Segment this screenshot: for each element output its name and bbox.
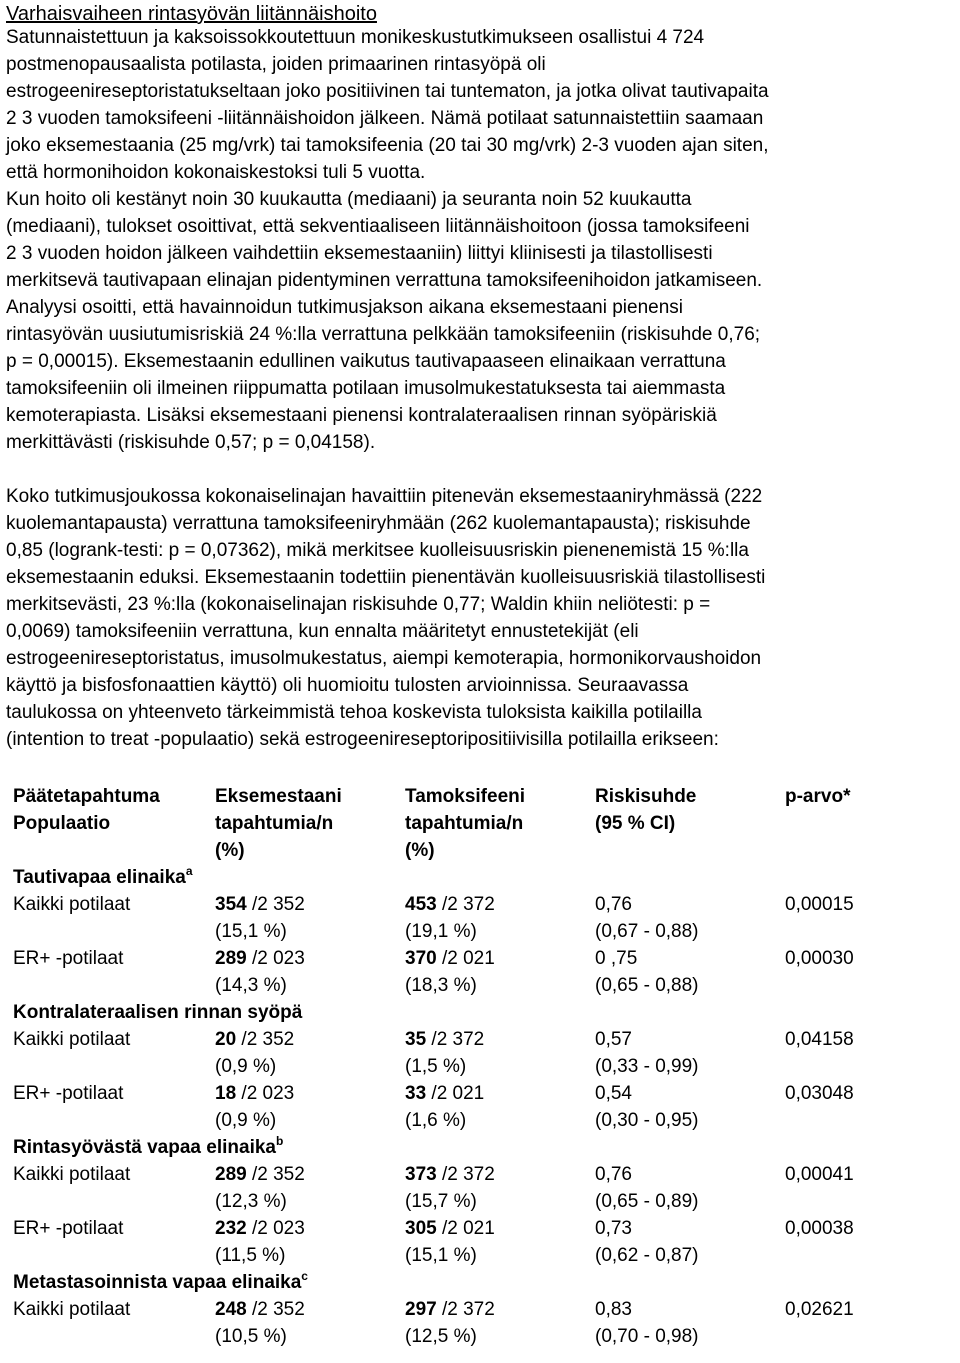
hazard-ratio: 0,73 — [595, 1218, 632, 1239]
p-value: 0,00038 — [785, 1218, 854, 1239]
population-label: ER+ -potilaat — [13, 1218, 124, 1239]
event-count: 289 — [215, 1164, 247, 1185]
event-percent: (19,1 %) — [405, 921, 477, 942]
event-count: 297 — [405, 1299, 437, 1320]
table-row — [10, 1161, 960, 1215]
text-line: Kun hoito oli kestänyt noin 30 kuukautta (mediaani) ja seuranta noin 52 kuukautta — [6, 189, 692, 210]
text-line: käyttö ja bisfosfonaattien käyttö) oli huomioitu tulosten arvioinnissa. Seuraavassa — [6, 675, 689, 696]
patient-total: /2 352 — [246, 1164, 305, 1185]
population-cell — [10, 1161, 212, 1215]
hazard-ratio: 0,76 — [595, 1164, 632, 1185]
confidence-interval: (0,65 - 0,88) — [595, 975, 699, 996]
confidence-interval: (0,70 - 0,98) — [595, 1326, 699, 1347]
text-line: Analyysi osoitti, että havainnoidun tutkimusjakson aikana eksemestaani pienensi — [6, 297, 684, 318]
table-header-row — [10, 777, 960, 864]
event-count-line — [215, 1296, 402, 1323]
text-line: rintasyövän uusiutumisriskiä 24 %:lla verrattuna pelkkään tamoksifeeniin (riskisuhde 0,76; — [6, 324, 761, 345]
section-title: Metastasoinnista vapaa elinaika — [13, 1272, 302, 1293]
event-percent: (11,5 %) — [215, 1245, 286, 1266]
text-line: (mediaani), tulokset osoittivat, että sekventiaaliseen liitännäishoitoon (jossa tamoksifeeni — [6, 216, 750, 237]
table-row — [10, 1296, 960, 1350]
confidence-interval: (0,33 - 0,99) — [595, 1056, 699, 1077]
footnote-marker: b — [275, 1134, 284, 1148]
text-line: 2 3 vuoden tamoksifeeni -liitännäishoidon jälkeen. Nämä potilaat satunnaistettiin saamaan — [6, 108, 764, 129]
tamoxifen-cell — [402, 1161, 592, 1215]
patient-total: /2 372 — [426, 1029, 485, 1050]
section-heading — [10, 999, 960, 1026]
text-line: kemoterapiasta. Lisäksi eksemestaani pienensi kontralateraalisen rinnan syöpäriskiä — [6, 405, 717, 426]
confidence-interval: (0,62 - 0,87) — [595, 1245, 699, 1266]
section-title: Varhaisvaiheen rintasyövän liitännäishoito — [6, 3, 377, 25]
text-line: Koko tutkimusjoukossa kokonaiselinajan havaittiin pitenevän eksemestaaniryhmässä (222 — [6, 486, 763, 507]
section-title: Tautivapaa elinaika — [13, 867, 186, 888]
event-count-line — [405, 1296, 592, 1323]
p-value-cell — [782, 1296, 960, 1350]
table-section-row — [10, 864, 960, 891]
tamoxifen-cell — [402, 1080, 592, 1134]
p-value-cell — [782, 945, 960, 999]
event-count-line — [405, 1080, 592, 1107]
patient-total: /2 021 — [436, 948, 495, 969]
event-count-line — [215, 1080, 402, 1107]
text-line: postmenopausaalista potilasta, joiden primaarinen rintasyöpä oli — [6, 54, 546, 75]
text-line: eksemestaanin eduksi. Eksemestaanin todettiin pienentävän kuolleisuusriskiä tilastollisesti — [6, 567, 766, 588]
exemestane-cell — [212, 1080, 402, 1134]
population-cell — [10, 1215, 212, 1269]
exemestane-cell — [212, 1296, 402, 1350]
p-value-cell — [782, 1161, 960, 1215]
table-row — [10, 891, 960, 945]
hazard-ratio-cell — [592, 1026, 782, 1080]
p-value: 0,00030 — [785, 948, 854, 969]
text-line: tamoksifeeniin oli ilmeinen riippumatta potilaan imusolmukestatuksesta tai aiemmasta — [6, 378, 726, 399]
event-percent: (12,5 %) — [405, 1326, 477, 1347]
table-section-row — [10, 1134, 960, 1161]
hazard-ratio-cell — [592, 945, 782, 999]
population-cell — [10, 945, 212, 999]
hazard-ratio-cell — [592, 1215, 782, 1269]
confidence-interval: (0,65 - 0,89) — [595, 1191, 699, 1212]
paragraph-study-design — [6, 24, 956, 456]
exemestane-cell — [212, 1215, 402, 1269]
p-value: 0,00041 — [785, 1164, 854, 1185]
header-p-value: p-arvo* — [785, 786, 851, 807]
table-section-row — [10, 1269, 960, 1296]
tamoxifen-cell — [402, 891, 592, 945]
patient-total: /2 352 — [246, 1299, 305, 1320]
p-value-cell — [782, 1026, 960, 1080]
text-line: kuolemantapausta) verrattuna tamoksifeeniryhmään (262 kuolemantapausta); riskisuhde — [6, 513, 751, 534]
p-value-cell — [782, 891, 960, 945]
event-percent: (10,5 %) — [215, 1326, 287, 1347]
p-value-cell — [782, 1215, 960, 1269]
results-table — [10, 777, 960, 1350]
event-percent: (0,9 %) — [215, 1110, 277, 1131]
header-endpoint: Päätetapahtuma Populaatio — [13, 786, 160, 834]
tamoxifen-cell — [402, 1026, 592, 1080]
event-count: 18 — [215, 1083, 237, 1104]
table-row — [10, 1080, 960, 1134]
event-count-line — [215, 945, 402, 972]
text-line: 2 3 vuoden hoidon jälkeen vaihdettiin eksemestaaniin) liittyi kliinisesti ja tilastollisesti — [6, 243, 713, 264]
exemestane-cell — [212, 1161, 402, 1215]
section-title: Rintasyövästä vapaa elinaika — [13, 1137, 276, 1158]
patient-total: /2 021 — [426, 1083, 485, 1104]
event-percent: (15,7 %) — [405, 1191, 477, 1212]
hazard-ratio-cell — [592, 891, 782, 945]
patient-total: /2 023 — [246, 948, 305, 969]
header-hazard-ratio: Riskisuhde (95 % CI) — [595, 786, 697, 834]
hazard-ratio: 0 ,75 — [595, 948, 638, 969]
text-line: merkitsevästi, 23 %:lla (kokonaiselinajan riskisuhde 0,77; Waldin khiin neliötesti: p = — [6, 594, 711, 615]
footnote-marker: c — [301, 1269, 308, 1283]
paragraph-overall-survival — [6, 483, 956, 753]
tamoxifen-cell — [402, 1215, 592, 1269]
hazard-ratio-cell — [592, 1080, 782, 1134]
patient-total: /2 352 — [246, 894, 305, 915]
hazard-ratio: 0,83 — [595, 1299, 632, 1320]
section-heading — [10, 1269, 960, 1296]
event-percent: (15,1 %) — [215, 921, 287, 942]
text-line: että hormonihoidon kokonaiskestoksi tuli 5 vuotta. — [6, 162, 426, 183]
event-count: 232 — [215, 1218, 247, 1239]
patient-total: /2 023 — [246, 1218, 305, 1239]
text-line: 0,85 (logrank-testi: p = 0,07362), mikä merkitsee kuolleisuusriskin pienenemistä 15 %:lla — [6, 540, 749, 561]
event-percent: (12,3 %) — [215, 1191, 287, 1212]
patient-total: /2 023 — [236, 1083, 295, 1104]
patient-total: /2 372 — [436, 894, 495, 915]
text-line: Satunnaistettuun ja kaksoissokkoutettuun monikeskustutkimukseen osallistui 4 724 — [6, 27, 705, 48]
patient-total: /2 021 — [436, 1218, 495, 1239]
p-value-cell — [782, 1080, 960, 1134]
population-cell — [10, 1026, 212, 1080]
population-label: ER+ -potilaat — [13, 948, 124, 969]
footnote-marker: a — [185, 864, 193, 878]
population-cell — [10, 891, 212, 945]
population-cell — [10, 1296, 212, 1350]
table-row — [10, 1026, 960, 1080]
hazard-ratio-cell — [592, 1296, 782, 1350]
population-label: Kaikki potilaat — [13, 1164, 131, 1185]
event-percent: (1,5 %) — [405, 1056, 467, 1077]
text-line: (intention to treat -populaatio) sekä estrogeenireseptoripositiivisilla potilailla erikseen: — [6, 729, 719, 750]
event-count: 373 — [405, 1164, 437, 1185]
event-percent: (0,9 %) — [215, 1056, 277, 1077]
patient-total: /2 352 — [236, 1029, 295, 1050]
event-count-line — [405, 1161, 592, 1188]
confidence-interval: (0,67 - 0,88) — [595, 921, 699, 942]
event-count: 289 — [215, 948, 247, 969]
p-value: 0,03048 — [785, 1083, 854, 1104]
event-count: 370 — [405, 948, 437, 969]
event-count-line — [215, 1161, 402, 1188]
event-count-line — [405, 945, 592, 972]
p-value: 0,04158 — [785, 1029, 854, 1050]
section-heading — [10, 864, 960, 891]
event-count-line — [215, 1215, 402, 1242]
population-label: Kaikki potilaat — [13, 894, 131, 915]
population-label: Kaikki potilaat — [13, 1029, 131, 1050]
exemestane-cell — [212, 891, 402, 945]
text-line: estrogeenireseptoristatukseltaan joko positiivinen tai tuntematon, ja jotka olivat tautivapaita — [6, 81, 769, 102]
event-count: 33 — [405, 1083, 427, 1104]
text-line: taulukossa on yhteenveto tärkeimmistä tehoa koskevista tuloksista kaikilla potilailla — [6, 702, 702, 723]
event-percent: (18,3 %) — [405, 975, 477, 996]
event-count-line — [405, 1215, 592, 1242]
confidence-interval: (0,30 - 0,95) — [595, 1110, 699, 1131]
event-count-line — [215, 1026, 402, 1053]
table-section-row — [10, 999, 960, 1026]
event-count: 453 — [405, 894, 437, 915]
exemestane-cell — [212, 1026, 402, 1080]
table-row — [10, 945, 960, 999]
hazard-ratio-cell — [592, 1161, 782, 1215]
event-count-line — [405, 891, 592, 918]
event-count: 20 — [215, 1029, 237, 1050]
text-line: estrogeenireseptoristatus, imusolmukestatus, aiempi kemoterapia, hormonikorvaushoidon — [6, 648, 762, 669]
tamoxifen-cell — [402, 945, 592, 999]
event-count: 354 — [215, 894, 247, 915]
hazard-ratio: 0,76 — [595, 894, 632, 915]
population-label: Kaikki potilaat — [13, 1299, 131, 1320]
tamoxifen-cell — [402, 1296, 592, 1350]
event-count: 305 — [405, 1218, 437, 1239]
exemestane-cell — [212, 945, 402, 999]
p-value: 0,02621 — [785, 1299, 854, 1320]
event-percent: (15,1 %) — [405, 1245, 477, 1266]
p-value: 0,00015 — [785, 894, 854, 915]
text-line: 0,0069) tamoksifeeniin verrattuna, kun ennalta määritetyt ennustetekijät (eli — [6, 621, 639, 642]
text-line: joko eksemestaania (25 mg/vrk) tai tamoksifeenia (20 tai 30 mg/vrk) 2-3 vuoden ajan siten, — [6, 135, 769, 156]
patient-total: /2 372 — [436, 1299, 495, 1320]
text-line: merkitsevä tautivapaan elinajan pidentyminen verrattuna tamoksifeenihoidon jatkamiseen. — [6, 270, 763, 291]
section-heading — [10, 1134, 960, 1161]
event-percent: (1,6 %) — [405, 1110, 467, 1131]
event-count: 35 — [405, 1029, 427, 1050]
event-count-line — [405, 1026, 592, 1053]
header-exemestane: Eksemestaani tapahtumia/n (%) — [215, 786, 342, 861]
event-count: 248 — [215, 1299, 247, 1320]
patient-total: /2 372 — [436, 1164, 495, 1185]
section-title: Kontralateraalisen rinnan syöpä — [13, 1002, 303, 1023]
table-row — [10, 1215, 960, 1269]
text-line: p = 0,00015). Eksemestaanin edullinen vaikutus tautivapaaseen elinaikaan verrattuna — [6, 351, 726, 372]
text-line: merkittävästi (riskisuhde 0,57; p = 0,04158). — [6, 432, 376, 453]
population-cell — [10, 1080, 212, 1134]
population-label: ER+ -potilaat — [13, 1083, 124, 1104]
header-tamoxifen: Tamoksifeeni tapahtumia/n (%) — [405, 786, 526, 861]
hazard-ratio: 0,57 — [595, 1029, 632, 1050]
event-count-line — [215, 891, 402, 918]
hazard-ratio: 0,54 — [595, 1083, 632, 1104]
event-percent: (14,3 %) — [215, 975, 287, 996]
